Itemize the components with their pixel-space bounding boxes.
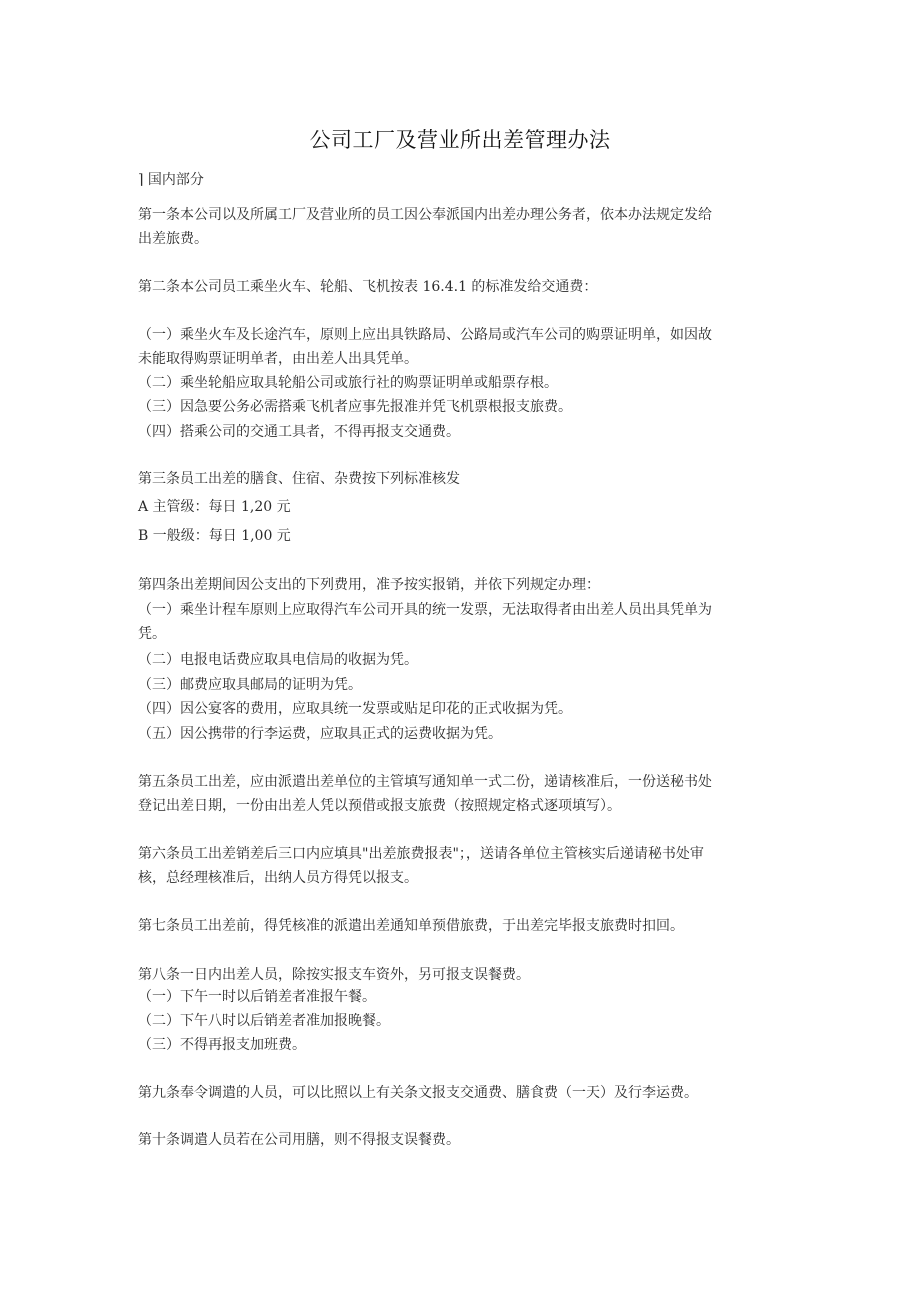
article-4-item-1-line-1: （一）乘坐计程车原则上应取得汽车公司开具的统一发票，无法取得者由出差人员出具凭单为	[138, 602, 712, 618]
article-10-line-1: 第十条调遣人员若在公司用膳，则不得报支误餐费。	[138, 1132, 460, 1148]
article-8-item-1: （一）下午一时以后销差者准报午餐。	[138, 989, 376, 1005]
article-4-item-5: （五）因公携带的行李运费，应取具正式的运费收据为凭。	[138, 726, 502, 742]
article-8-item-2: （二）下午八时以后销差者准加报晚餐。	[138, 1013, 390, 1029]
article-6-line-1: 第六条员工出差销差后三口内应填具"出差旅费报表"；，送请各单位主管核实后递请秘书处审	[138, 846, 704, 862]
article-4-item-4: （四）因公宴客的费用，应取具统一发票或贴足印花的正式收据为凭。	[138, 701, 572, 717]
section-heading: ⌉ 国内部分	[138, 172, 204, 188]
article-5-line-2: 登记出差日期，一份由出差人凭以预借或报支旅费（按照规定格式逐项填写）。	[138, 798, 621, 814]
article-2-item-4: （四）搭乘公司的交通工具者，不得再报支交通费。	[138, 424, 460, 440]
article-1-line-2: 出差旅费。	[138, 231, 208, 247]
article-4-item-2: （二）电报电话费应取具电信局的收据为凭。	[138, 652, 418, 668]
article-8-line-1: 第八条一日内出差人员，除按实报支车资外，另可报支误餐费。	[138, 967, 530, 983]
article-4-item-1-line-2: 凭。	[138, 626, 166, 642]
article-3-grade-b: B 一般级：每日 1,00 元	[138, 528, 291, 544]
article-2-line-1: 第二条本公司员工乘坐火车、轮船、飞机按表 16.4.1 的标准发给交通费：	[138, 279, 598, 295]
article-2-item-3: （三）因急要公务必需搭乘飞机者应事先报准并凭飞机票根报支旅费。	[138, 399, 572, 415]
article-2-item-1-line-1: （一）乘坐火车及长途汽车，原则上应出具铁路局、公路局或汽车公司的购票证明单，如因故	[138, 327, 712, 343]
article-2-item-2: （二）乘坐轮船应取具轮船公司或旅行社的购票证明单或船票存根。	[138, 375, 558, 391]
article-1-line-1: 第一条本公司以及所属工厂及营业所的员工因公奉派国内出差办理公务者，依本办法规定发给	[138, 207, 712, 223]
article-5-line-1: 第五条员工出差，应由派遣出差单位的主管填写通知单一式二份，递请核准后，一份送秘书处	[138, 774, 712, 790]
article-8-item-3: （三）不得再报支加班费。	[138, 1037, 306, 1053]
article-3-line-1: 第三条员工出差的膳食、住宿、杂费按下列标准核发	[138, 471, 460, 487]
article-4-item-3: （三）邮费应取具邮局的证明为凭。	[138, 677, 362, 693]
article-3-grade-a: A 主管级：每日 1,20 元	[138, 499, 291, 515]
article-2-item-1-line-2: 未能取得购票证明单者，由出差人出具凭单。	[138, 351, 418, 367]
article-6-line-2: 核，总经理核准后，出纳人员方得凭以报支。	[138, 870, 418, 886]
article-9-line-1: 第九条奉令调遣的人员，可以比照以上有关条文报支交通费、膳食费（一天）及行李运费。	[138, 1085, 698, 1101]
article-7-line-1: 第七条员工出差前，得凭核准的派遣出差通知单预借旅费，于出差完毕报支旅费时扣回。	[138, 918, 684, 934]
article-4-line-1: 第四条出差期间因公支出的下列费用，准予按实报销，并依下列规定办理：	[138, 577, 600, 593]
document-title: 公司工厂及营业所出差管理办法	[309, 128, 611, 152]
